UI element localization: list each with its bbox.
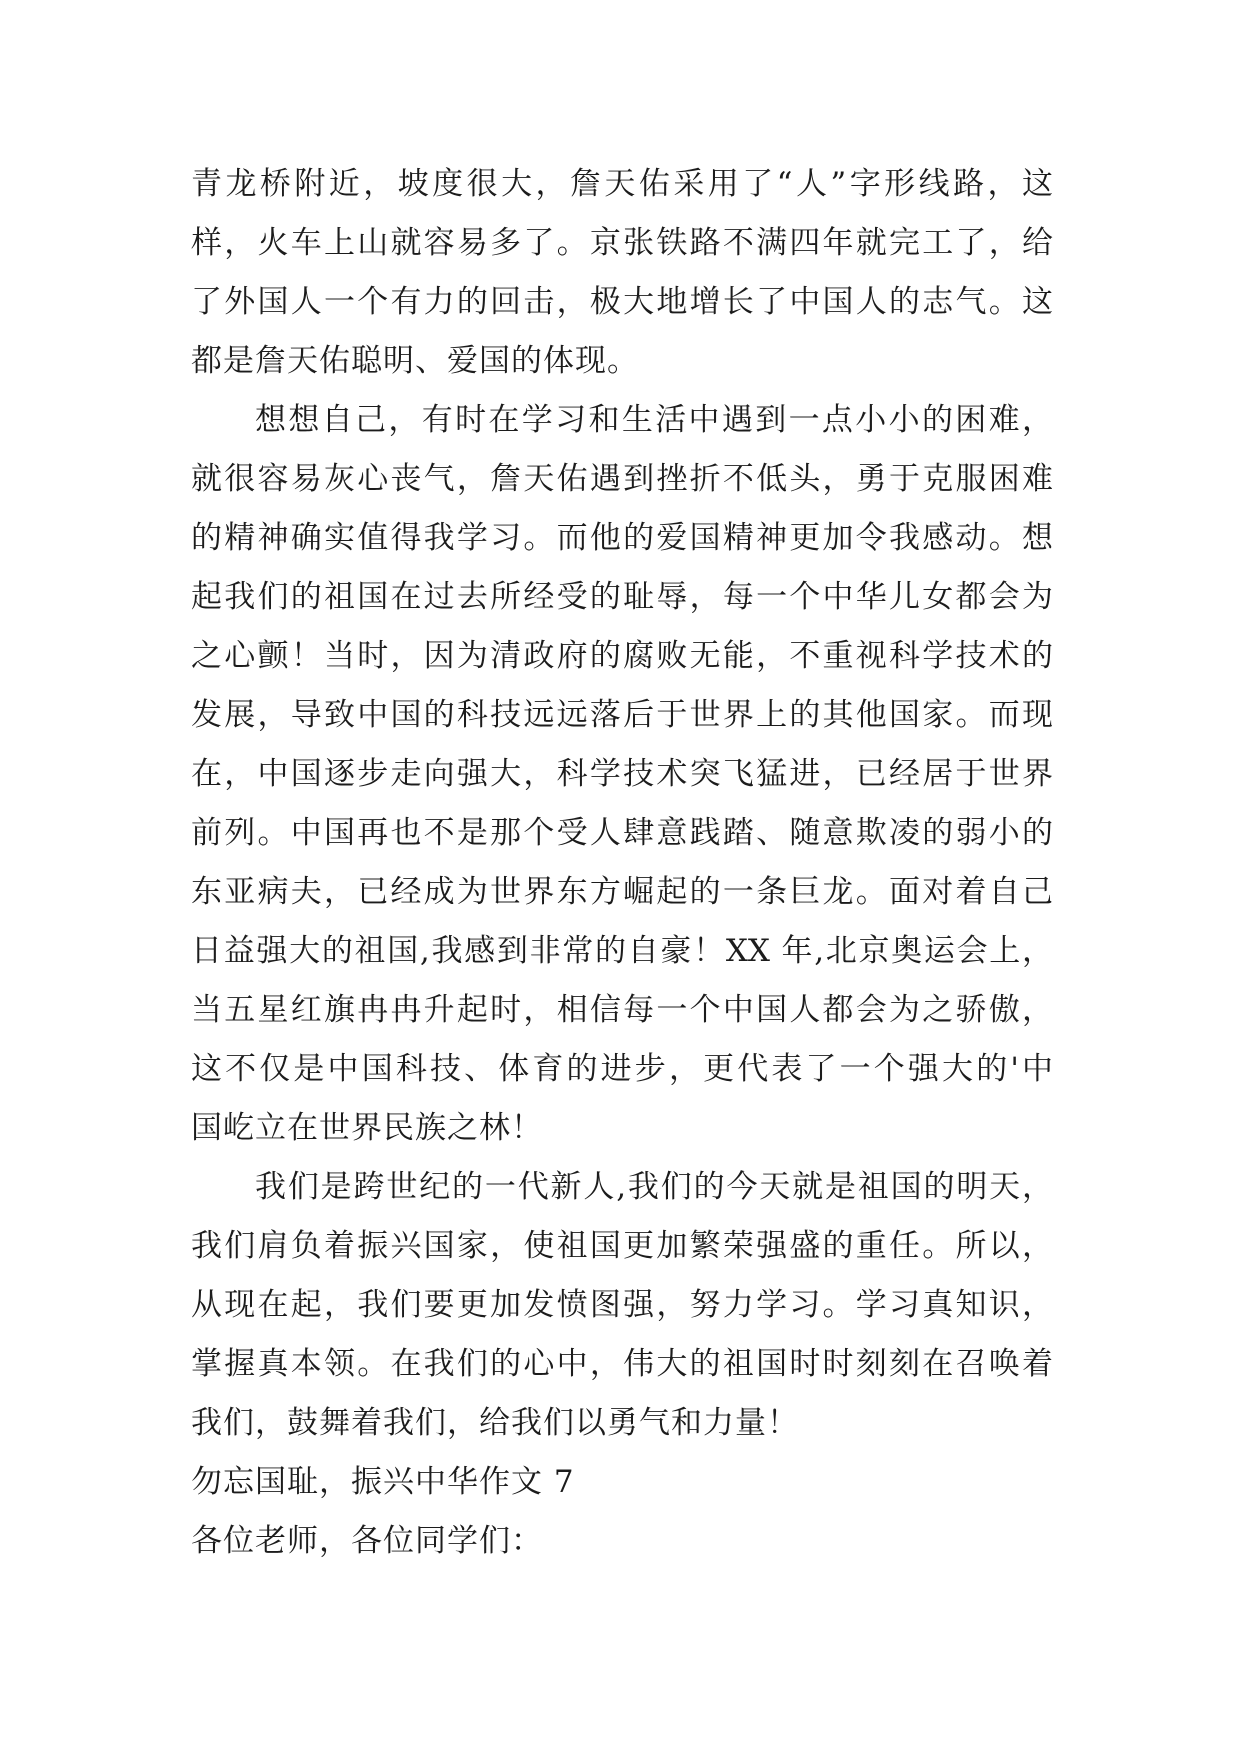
section-title [191, 1453, 1053, 1512]
text-line: 东亚病夫，已经成为世界东方崛起的一条巨龙。面对着自己 [191, 874, 1053, 910]
text-line: 这不仅是中国科技、体育的进步，更代表了一个强大的'中 [191, 1051, 1053, 1087]
text-line: 我们肩负着振兴国家，使祖国更加繁荣强盛的重任。所以， [191, 1228, 1053, 1264]
paragraph-2 [191, 391, 1053, 1158]
text-line: 日益强大的祖国,我感到非常的自豪！XX 年,北京奥运会上， [191, 933, 1053, 969]
text-line: 在，中国逐步走向强大，科学技术突飞猛进，已经居于世界 [191, 756, 1053, 792]
text-line: 起我们的祖国在过去所经受的耻辱，每一个中华儿女都会为 [191, 579, 1053, 615]
salutation [191, 1512, 1053, 1571]
paragraph-3 [191, 1158, 1053, 1453]
text-line: 了外国人一个有力的回击，极大地增长了中国人的志气。这 [191, 284, 1053, 320]
text-line: 从现在起，我们要更加发愤图强，努力学习。学习真知识， [191, 1287, 1053, 1323]
text-line: 样，火车上山就容易多了。京张铁路不满四年就完工了，给 [191, 225, 1053, 261]
text-line: 掌握真本领。在我们的心中，伟大的祖国时时刻刻在召唤着 [191, 1346, 1053, 1382]
text-line: 当五星红旗冉冉升起时，相信每一个中国人都会为之骄傲， [191, 992, 1053, 1028]
paragraph-1 [191, 155, 1053, 391]
text-line: 想想自己，有时在学习和生活中遇到一点小小的困难， [255, 402, 1053, 438]
text-line: 国屹立在世界民族之林！ [191, 1110, 543, 1146]
text-line: 发展，导致中国的科技远远落后于世界上的其他国家。而现 [191, 697, 1053, 733]
salutation-line: 各位老师，各位同学们： [191, 1523, 543, 1559]
text-line: 之心颤！当时，因为清政府的腐败无能，不重视科学技术的 [191, 638, 1053, 674]
document-body [191, 155, 1053, 1571]
text-line: 都是詹天佑聪明、爱国的体现。 [191, 343, 639, 379]
text-line: 前列。中国再也不是那个受人肆意践踏、随意欺凌的弱小的 [191, 815, 1053, 851]
text-line: 青龙桥附近，坡度很大，詹天佑采用了“人”字形线路，这 [191, 166, 1053, 202]
text-line: 我们是跨世纪的一代新人,我们的今天就是祖国的明天， [255, 1169, 1053, 1205]
text-line: 就很容易灰心丧气，詹天佑遇到挫折不低头，勇于克服困难 [191, 461, 1053, 497]
essay-title: 勿忘国耻，振兴中华作文 7 [191, 1464, 575, 1500]
text-line: 的精神确实值得我学习。而他的爱国精神更加令我感动。想 [191, 520, 1053, 556]
text-line: 我们，鼓舞着我们，给我们以勇气和力量！ [191, 1405, 799, 1441]
